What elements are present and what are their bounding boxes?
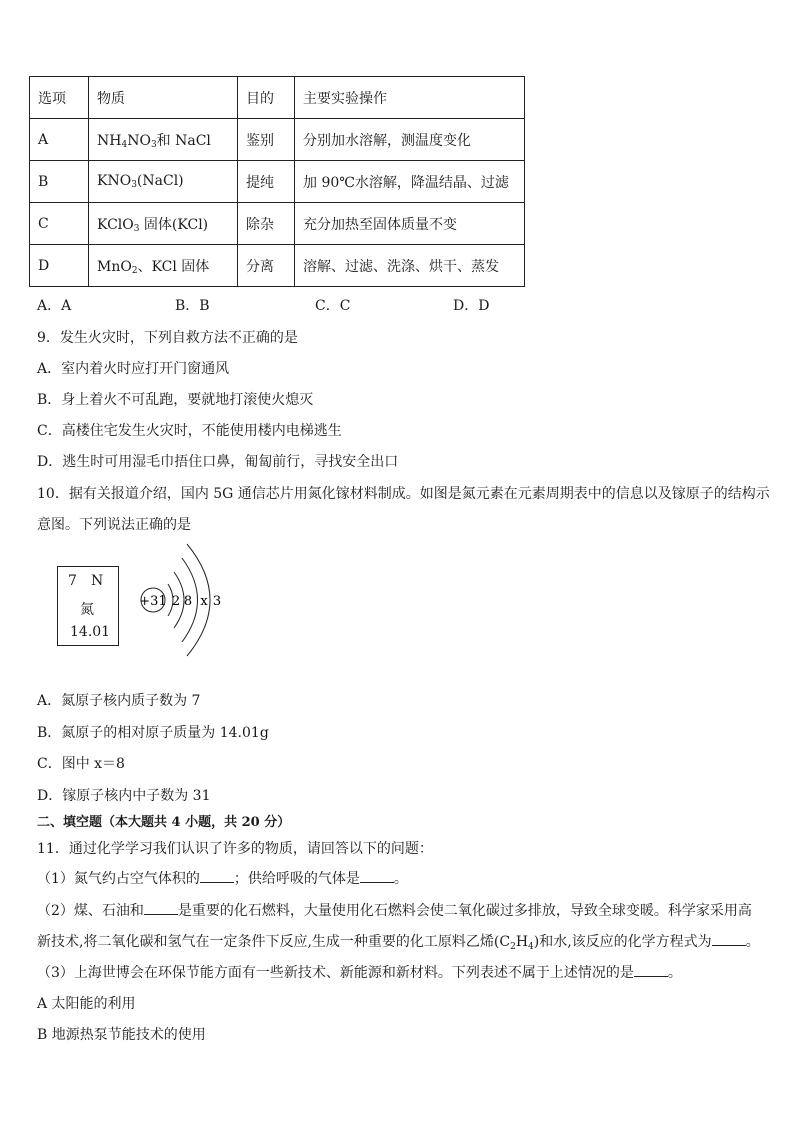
substance-cell: $KNO_3(NaCl)$ bbox=[89, 161, 238, 203]
table-header-row bbox=[30, 77, 525, 119]
q9-option-b[interactable]: B．身上着火不可乱跑，要就地打滚使火熄灭 bbox=[37, 392, 314, 408]
q11-blank-5[interactable] bbox=[634, 964, 668, 977]
q9-option-d[interactable]: D．逃生时可用湿毛巾捂住口鼻，匍匐前行，寻找安全出口 bbox=[37, 454, 399, 470]
nucleus-charge: +31 bbox=[139, 594, 167, 609]
q11-blank-1[interactable] bbox=[200, 870, 234, 883]
shell-2-electrons: 8 bbox=[183, 594, 193, 609]
section-2-heading: 二、填空题（本大题共 4 小题，共 20 分） bbox=[37, 815, 291, 830]
nitrogen-element-card bbox=[57, 566, 119, 646]
table-header-cell: 物质 bbox=[89, 77, 238, 119]
element-name: 氮 bbox=[80, 602, 94, 618]
substance-cell: KClO$_3$ 固体(KCl) bbox=[89, 203, 238, 245]
q11-part3: （3）上海世博会在环保节能方面有一些新技术、新能源和新材料。下列表述不属于上述情况的是 。 bbox=[37, 965, 682, 981]
q9-option-a[interactable]: A．室内着火时应打开门窗通风 bbox=[37, 361, 230, 377]
q11-part2-line1: （2）煤、石油和 是重要的化石燃料，大量使用化石燃料会使二氧化碳过多排放，导致全球变暖。科学家采用高 bbox=[37, 903, 752, 919]
table-row bbox=[30, 161, 525, 203]
q11-part1: （1）氮气约占空气体积的 ；供给呼吸的气体是 。 bbox=[37, 871, 408, 887]
option-cell: D bbox=[30, 245, 89, 287]
purpose-cell: 除杂 bbox=[238, 203, 295, 245]
purpose-cell: 分离 bbox=[238, 245, 295, 287]
substance-cell: MnO$_2$、KCl 固体 bbox=[89, 245, 238, 287]
q11-blank-3[interactable] bbox=[144, 902, 178, 915]
atomic-mass: 14.01 bbox=[70, 624, 111, 640]
q10-option-c[interactable]: C．图中 x＝8 bbox=[37, 756, 125, 772]
shell-3-electrons: x bbox=[200, 594, 208, 609]
shell-1-electrons: 2 bbox=[171, 594, 181, 609]
option-cell: A bbox=[30, 119, 89, 161]
purpose-cell: 鉴别 bbox=[238, 119, 295, 161]
q11-blank-4[interactable] bbox=[712, 933, 746, 946]
q9-stem: 9．发生火灾时，下列自救方法不正确的是 bbox=[37, 330, 298, 346]
q11-option-a[interactable]: A 太阳能的利用 bbox=[37, 996, 136, 1012]
experiment-table bbox=[29, 76, 525, 287]
atomic-number: 7 bbox=[68, 573, 77, 589]
table-row bbox=[30, 245, 525, 287]
q10-stem-line2: 意图。下列说法正确的是 bbox=[37, 517, 191, 533]
q8-option-c[interactable]: C．C bbox=[315, 298, 351, 314]
table-header-cell: 目的 bbox=[238, 77, 295, 119]
q11-part2-line2: 新技术,将二氧化碳和氢气在一定条件下反应,生成一种重要的化工原料乙烯$(C_2H_4)$和水,该反应的化学方程式为 。 bbox=[37, 934, 760, 952]
q8-option-b[interactable]: B．B bbox=[175, 298, 210, 314]
option-cell: C bbox=[30, 203, 89, 245]
shell-4-electrons: 3 bbox=[212, 594, 222, 609]
q8-options bbox=[37, 295, 489, 315]
operation-cell: 分别加水溶解，测温度变化 bbox=[295, 119, 525, 161]
operation-cell: 充分加热至固体质量不变 bbox=[295, 203, 525, 245]
operation-cell: 溶解、过滤、洗涤、烘干、蒸发 bbox=[295, 245, 525, 287]
q10-stem-line1: 10．据有关报道介绍，国内 5G 通信芯片用氮化镓材料制成。如图是氮元素在元素周期表中的信息以及镓原子的结构示 bbox=[37, 486, 770, 502]
table-row bbox=[30, 203, 525, 245]
gallium-atom-structure-diagram bbox=[135, 538, 235, 662]
q11-option-b[interactable]: B 地源热泵节能技术的使用 bbox=[37, 1027, 206, 1043]
substance-cell: $NH_4NO_3$和 NaCl bbox=[89, 119, 238, 161]
q11-stem: 11．通过化学学习我们认识了许多的物质，请回答以下的问题： bbox=[37, 841, 433, 857]
q8-option-d[interactable]: D．D bbox=[453, 298, 490, 314]
q9-option-c[interactable]: C．高楼住宅发生火灾时，不能使用楼内电梯逃生 bbox=[37, 423, 342, 439]
q10-option-d[interactable]: D．镓原子核内中子数为 31 bbox=[37, 788, 211, 804]
table-header-cell: 选项 bbox=[30, 77, 89, 119]
q10-option-a[interactable]: A．氮原子核内质子数为 7 bbox=[37, 693, 201, 709]
option-cell: B bbox=[30, 161, 89, 203]
purpose-cell: 提纯 bbox=[238, 161, 295, 203]
q8-option-a[interactable]: A．A bbox=[37, 298, 72, 314]
q10-option-b[interactable]: B．氮原子的相对原子质量为 14.01g bbox=[37, 725, 269, 741]
operation-cell: 加 90℃水溶解，降温结晶、过滤 bbox=[295, 161, 525, 203]
q11-blank-2[interactable] bbox=[360, 870, 394, 883]
table-row bbox=[30, 119, 525, 161]
element-symbol: N bbox=[91, 573, 104, 589]
table-header-cell: 主要实验操作 bbox=[295, 77, 525, 119]
